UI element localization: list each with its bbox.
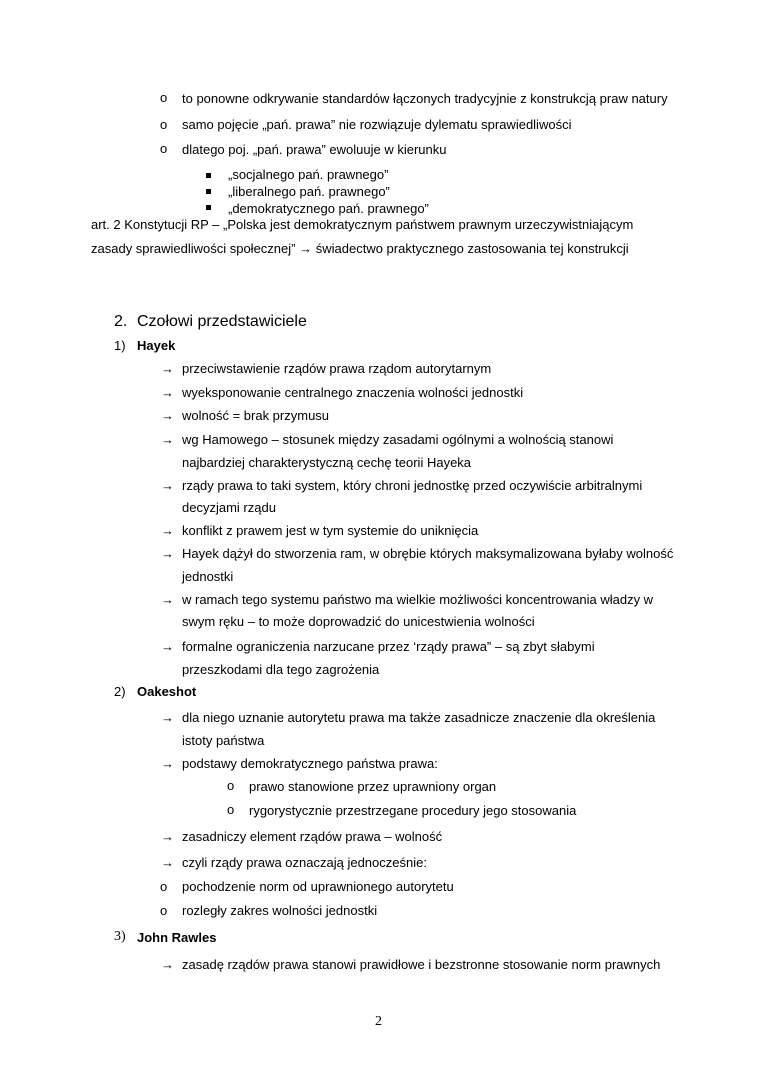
article-evidence: świadectwo praktycznego zastosowania tej konstrukcji	[315, 241, 629, 256]
list-item: wolność = brak przymusu	[182, 408, 330, 423]
bullet-text: to ponowne odkrywanie standardów łączonych tradycyjnie z konstrukcją praw natury	[182, 91, 668, 106]
sub-bullet-text: „socjalnego pań. prawnego”	[228, 167, 389, 182]
sub-bullet-text: rygorystycznie przestrzegane procedury jego stosowania	[249, 803, 577, 818]
arrow-icon: →	[161, 523, 174, 538]
list-item: wyeksponowanie centralnego znaczenia wolności jednostki	[182, 385, 524, 400]
arrow-icon: →	[161, 592, 174, 607]
list-item-continued: najbardziej charakterystyczną cechę teorii Hayeka	[182, 455, 472, 470]
square-bullet-icon	[206, 173, 211, 178]
list-item: wg Hamowego – stosunek między zasadami ogólnymi a wolnością stanowi	[182, 432, 614, 447]
bullet-text: dlatego poj. „pań. prawa” ewoluuje w kierunku	[182, 142, 447, 157]
author-name: John Rawles	[137, 930, 217, 945]
arrow-icon: →	[161, 829, 174, 844]
list-number: 2)	[114, 684, 126, 699]
bullet-marker: o	[160, 903, 168, 918]
arrow-icon: →	[161, 756, 174, 771]
section-title: Czołowi przedstawiciele	[137, 313, 307, 330]
bullet-marker: o	[160, 141, 168, 156]
bullet-marker: o	[160, 879, 168, 894]
list-item: zasadę rządów prawa stanowi prawidłowe i bezstronne stosowanie norm prawnych	[182, 957, 661, 972]
article-line-continued	[91, 241, 629, 257]
sub-bullet-text: „demokratycznego pań. prawnego”	[228, 201, 429, 216]
list-item: Hayek dążył do stworzenia ram, w obrębie których maksymalizowana byłaby wolność	[182, 546, 674, 561]
list-item: w ramach tego systemu państwo ma wielkie możliwości koncentrowania władzy w	[182, 592, 654, 607]
arrow-icon: →	[299, 241, 313, 256]
list-item: przeciwstawienie rządów prawa rządom autorytarnym	[182, 361, 492, 376]
bullet-text: samo pojęcie „pań. prawa” nie rozwiązuje dylematu sprawiedliwości	[182, 117, 572, 132]
list-item: zasadniczy element rządów prawa – wolność	[182, 829, 443, 844]
list-item-continued: przeszkodami dla tego zagrożenia	[182, 662, 380, 677]
list-item: czyli rządy prawa oznaczają jednocześnie:	[182, 855, 427, 870]
sub-bullet-text: prawo stanowione przez uprawniony organ	[249, 779, 497, 794]
arrow-icon: →	[161, 408, 174, 423]
article-quote-end: zasady sprawiedliwości społecznej”	[91, 241, 296, 256]
arrow-icon: →	[161, 432, 174, 447]
list-item-continued: decyzjami rządu	[182, 500, 276, 515]
list-number: 3)	[114, 929, 126, 944]
bullet-text: rozległy zakres wolności jednostki	[182, 903, 378, 918]
bullet-marker: o	[160, 117, 168, 132]
arrow-icon: →	[161, 385, 174, 400]
arrow-icon: →	[161, 957, 174, 972]
arrow-icon: →	[161, 639, 174, 654]
list-item: dla niego uznanie autorytetu prawa ma także zasadnicze znaczenie dla określenia	[182, 710, 656, 725]
arrow-icon: →	[161, 361, 174, 376]
list-item: podstawy demokratycznego państwa prawa:	[182, 756, 438, 771]
bullet-marker: o	[227, 802, 235, 817]
list-item-continued: istoty państwa	[182, 733, 265, 748]
bullet-marker: o	[160, 90, 168, 105]
square-bullet-icon	[206, 205, 211, 210]
author-name: Hayek	[137, 338, 176, 353]
list-item-continued: swym ręku – to może doprowadzić do unicestwienia wolności	[182, 614, 535, 629]
arrow-icon: →	[161, 710, 174, 725]
list-item: konflikt z prawem jest w tym systemie do uniknięcia	[182, 523, 479, 538]
list-number: 1)	[114, 338, 126, 353]
sub-bullet-text: „liberalnego pań. prawnego”	[228, 184, 390, 199]
bullet-text: pochodzenie norm od uprawnionego autorytetu	[182, 879, 454, 894]
bullet-marker: o	[227, 778, 235, 793]
arrow-icon: →	[161, 546, 174, 561]
arrow-icon: →	[161, 478, 174, 493]
list-item: formalne ograniczenia narzucane przez ‘rządy prawa” – są zbyt słabymi	[182, 639, 595, 654]
article-line: art. 2 Konstytucji RP – „Polska jest demokratycznym państwem prawnym urzeczywistniającym	[91, 217, 634, 232]
author-name: Oakeshot	[137, 684, 197, 699]
list-item: rządy prawa to taki system, który chroni jednostkę przed oczywiście arbitralnymi	[182, 478, 643, 493]
arrow-icon: →	[161, 855, 174, 870]
section-number: 2.	[114, 313, 128, 330]
list-item-continued: jednostki	[182, 569, 234, 584]
page-number: 2	[375, 1014, 382, 1029]
square-bullet-icon	[206, 189, 211, 194]
